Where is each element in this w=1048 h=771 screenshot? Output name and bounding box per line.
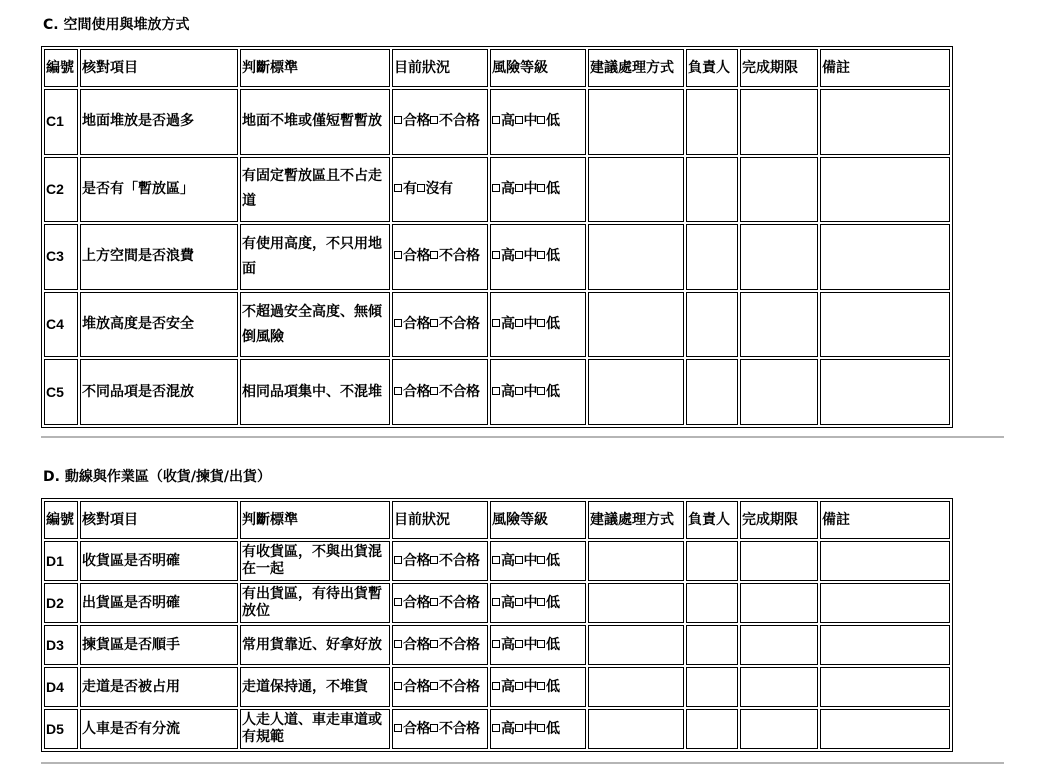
checkbox[interactable]: [492, 184, 500, 192]
row-item: 人車是否有分流: [80, 709, 238, 749]
notes-cell: [820, 709, 950, 749]
deadline-cell: [740, 224, 818, 290]
header-status: 目前狀況: [392, 501, 488, 539]
checkbox[interactable]: [515, 598, 523, 606]
action-cell: [588, 625, 684, 665]
checkbox[interactable]: [430, 251, 438, 259]
checkbox-label: 高: [501, 636, 515, 653]
row-criterion: 不超過安全高度、無傾倒風險: [240, 292, 390, 358]
checkbox-label: 低: [546, 383, 560, 400]
action-cell: [588, 359, 684, 425]
checkbox-label: 不合格: [439, 113, 480, 130]
checkbox[interactable]: [492, 724, 500, 732]
checkbox-label: 低: [546, 248, 560, 265]
checkbox-label: 中: [523, 552, 537, 569]
risk-options: [490, 224, 586, 290]
owner-cell: [686, 224, 738, 290]
table-row: [44, 224, 950, 290]
row-item: 上方空間是否浪費: [80, 224, 238, 290]
checkbox[interactable]: [430, 556, 438, 564]
status-options: [392, 667, 488, 707]
status-options: [392, 157, 488, 223]
deadline-cell: [740, 292, 818, 358]
checkbox[interactable]: [515, 251, 523, 259]
checkbox-label: 合格: [403, 113, 430, 130]
deadline-cell: [740, 541, 818, 581]
checkbox-label: 低: [546, 316, 560, 333]
checkbox-label: 高: [501, 180, 515, 197]
checkbox[interactable]: [537, 598, 545, 606]
status-options: [392, 359, 488, 425]
checkbox-label: 低: [546, 552, 560, 569]
checkbox-label: 不合格: [439, 248, 480, 265]
risk-options: [490, 157, 586, 223]
header-row: [44, 501, 950, 539]
owner-cell: [686, 359, 738, 425]
header-risk: 風險等級: [490, 501, 586, 539]
notes-cell: [820, 224, 950, 290]
section-divider: [41, 762, 1004, 764]
header-status: 目前狀況: [392, 49, 488, 87]
checkbox-label: 中: [523, 248, 537, 265]
owner-cell: [686, 709, 738, 749]
status-options: [392, 89, 488, 155]
notes-cell: [820, 541, 950, 581]
notes-cell: [820, 292, 950, 358]
row-item: 是否有「暫放區」: [80, 157, 238, 223]
deadline-cell: [740, 625, 818, 665]
checkbox-label: 低: [546, 636, 560, 653]
checkbox-label: 低: [546, 113, 560, 130]
checkbox-label: 中: [523, 113, 537, 130]
header-criterion: 判斷標準: [240, 49, 390, 87]
deadline-cell: [740, 89, 818, 155]
risk-options: [490, 541, 586, 581]
checkbox[interactable]: [515, 319, 523, 327]
section-divider: [41, 436, 1004, 438]
checkbox-label: 低: [546, 678, 560, 695]
notes-cell: [820, 89, 950, 155]
row-criterion: 常用貨靠近、好拿好放: [240, 625, 390, 665]
checkbox[interactable]: [515, 640, 523, 648]
checkbox-label: 合格: [403, 248, 430, 265]
checkbox[interactable]: [430, 640, 438, 648]
checkbox[interactable]: [537, 387, 545, 395]
row-criterion: 有出貨區，有待出貨暫放位: [240, 583, 390, 623]
checkbox-label: 高: [501, 316, 515, 333]
checkbox[interactable]: [430, 319, 438, 327]
checkbox-label: 高: [501, 383, 515, 400]
action-cell: [588, 292, 684, 358]
checkbox[interactable]: [430, 598, 438, 606]
row-criterion: 有收貨區，不與出貨混在一起: [240, 541, 390, 581]
checkbox[interactable]: [394, 556, 402, 564]
checkbox-label: 高: [501, 552, 515, 569]
notes-cell: [820, 625, 950, 665]
risk-options: [490, 583, 586, 623]
checkbox[interactable]: [515, 556, 523, 564]
status-options: [392, 224, 488, 290]
checkbox-label: 低: [546, 180, 560, 197]
deadline-cell: [740, 157, 818, 223]
checkbox[interactable]: [492, 319, 500, 327]
checkbox[interactable]: [492, 251, 500, 259]
status-options: [392, 625, 488, 665]
table-row: [44, 667, 950, 707]
risk-options: [490, 625, 586, 665]
header-code: 編號: [44, 501, 78, 539]
deadline-cell: [740, 667, 818, 707]
row-item: 出貨區是否明確: [80, 583, 238, 623]
checkbox-label: 不合格: [439, 720, 480, 737]
table-row: [44, 625, 950, 665]
header-action: 建議處理方式: [588, 49, 684, 87]
row-code: D2: [44, 583, 78, 623]
owner-cell: [686, 541, 738, 581]
checkbox[interactable]: [537, 640, 545, 648]
checkbox[interactable]: [430, 724, 438, 732]
checkbox-label: 合格: [403, 552, 430, 569]
header-notes: 備註: [820, 49, 950, 87]
checkbox-label: 有: [403, 180, 417, 197]
checkbox[interactable]: [394, 682, 402, 690]
checkbox[interactable]: [492, 682, 500, 690]
row-item: 揀貨區是否順手: [80, 625, 238, 665]
checkbox-label: 不合格: [439, 636, 480, 653]
table-row: [44, 359, 950, 425]
checkbox[interactable]: [537, 724, 545, 732]
row-item: 收貨區是否明確: [80, 541, 238, 581]
row-code: C4: [44, 292, 78, 358]
header-deadline: 完成期限: [740, 501, 818, 539]
section-d-rows: [44, 541, 950, 749]
checkbox[interactable]: [492, 556, 500, 564]
row-criterion: 地面不堆或僅短暫暫放: [240, 89, 390, 155]
checkbox[interactable]: [394, 640, 402, 648]
section-d-title: D. 動線與作業區（收貨/揀貨/出貨）: [43, 469, 272, 485]
checkbox[interactable]: [430, 116, 438, 124]
section-d-table: [41, 498, 953, 752]
checkbox-label: 高: [501, 678, 515, 695]
header-item: 核對項目: [80, 49, 238, 87]
header-deadline: 完成期限: [740, 49, 818, 87]
checkbox-label: 合格: [403, 594, 430, 611]
section-c-title: C. 空間使用與堆放方式: [43, 17, 190, 33]
row-item: 地面堆放是否過多: [80, 89, 238, 155]
checkbox-label: 中: [523, 316, 537, 333]
checkbox-label: 高: [501, 594, 515, 611]
checkbox-label: 沒有: [425, 180, 453, 197]
checkbox-label: 不合格: [439, 678, 480, 695]
deadline-cell: [740, 583, 818, 623]
checkbox-label: 中: [523, 180, 537, 197]
checkbox-label: 高: [501, 248, 515, 265]
row-code: C3: [44, 224, 78, 290]
notes-cell: [820, 157, 950, 223]
table-row: [44, 583, 950, 623]
header-item: 核對項目: [80, 501, 238, 539]
owner-cell: [686, 157, 738, 223]
checkbox[interactable]: [430, 682, 438, 690]
checkbox[interactable]: [515, 116, 523, 124]
checkbox-label: 不合格: [439, 594, 480, 611]
checkbox[interactable]: [492, 598, 500, 606]
checkbox-label: 合格: [403, 636, 430, 653]
header-criterion: 判斷標準: [240, 501, 390, 539]
action-cell: [588, 89, 684, 155]
checkbox[interactable]: [394, 387, 402, 395]
row-criterion: 有使用高度，不只用地面: [240, 224, 390, 290]
row-criterion: 人走人道、車走車道或有規範: [240, 709, 390, 749]
risk-options: [490, 667, 586, 707]
table-row: [44, 157, 950, 223]
status-options: [392, 583, 488, 623]
status-options: [392, 709, 488, 749]
checkbox[interactable]: [394, 251, 402, 259]
owner-cell: [686, 667, 738, 707]
table-row: [44, 709, 950, 749]
checkbox-label: 高: [501, 720, 515, 737]
checkbox[interactable]: [394, 184, 402, 192]
section-c-table: [41, 46, 953, 428]
table-row: [44, 292, 950, 358]
checkbox[interactable]: [537, 556, 545, 564]
header-owner: 負責人: [686, 49, 738, 87]
owner-cell: [686, 625, 738, 665]
checkbox[interactable]: [537, 251, 545, 259]
checkbox-label: 合格: [403, 720, 430, 737]
status-options: [392, 292, 488, 358]
section-c-rows: [44, 89, 950, 425]
row-code: D3: [44, 625, 78, 665]
action-cell: [588, 541, 684, 581]
checkbox[interactable]: [537, 319, 545, 327]
checkbox-label: 高: [501, 113, 515, 130]
table-row: [44, 89, 950, 155]
checkbox[interactable]: [394, 598, 402, 606]
row-code: D4: [44, 667, 78, 707]
checkbox-label: 合格: [403, 678, 430, 695]
row-code: D1: [44, 541, 78, 581]
row-code: C5: [44, 359, 78, 425]
checkbox-label: 合格: [403, 316, 430, 333]
checkbox-label: 中: [523, 678, 537, 695]
checkbox-label: 低: [546, 594, 560, 611]
row-code: C1: [44, 89, 78, 155]
notes-cell: [820, 667, 950, 707]
checkbox-label: 不合格: [439, 552, 480, 569]
checkbox[interactable]: [515, 724, 523, 732]
row-criterion: 走道保持通，不堆貨: [240, 667, 390, 707]
risk-options: [490, 359, 586, 425]
header-row: [44, 49, 950, 87]
deadline-cell: [740, 359, 818, 425]
checkbox[interactable]: [417, 184, 425, 192]
checkbox[interactable]: [515, 682, 523, 690]
owner-cell: [686, 89, 738, 155]
checkbox-label: 中: [523, 594, 537, 611]
checkbox[interactable]: [492, 116, 500, 124]
action-cell: [588, 224, 684, 290]
header-notes: 備註: [820, 501, 950, 539]
row-criterion: 相同品項集中、不混堆: [240, 359, 390, 425]
header-owner: 負責人: [686, 501, 738, 539]
risk-options: [490, 292, 586, 358]
owner-cell: [686, 292, 738, 358]
checkbox[interactable]: [394, 116, 402, 124]
checkbox[interactable]: [430, 387, 438, 395]
row-criterion: 有固定暫放區且不占走道: [240, 157, 390, 223]
checkbox[interactable]: [492, 640, 500, 648]
action-cell: [588, 583, 684, 623]
deadline-cell: [740, 709, 818, 749]
header-risk: 風險等級: [490, 49, 586, 87]
checkbox[interactable]: [492, 387, 500, 395]
header-action: 建議處理方式: [588, 501, 684, 539]
checkbox-label: 低: [546, 720, 560, 737]
header-code: 編號: [44, 49, 78, 87]
checkbox-label: 中: [523, 383, 537, 400]
checkbox[interactable]: [537, 682, 545, 690]
checkbox-label: 中: [523, 720, 537, 737]
row-item: 不同品項是否混放: [80, 359, 238, 425]
checkbox-label: 中: [523, 636, 537, 653]
action-cell: [588, 709, 684, 749]
status-options: [392, 541, 488, 581]
checkbox[interactable]: [537, 116, 545, 124]
row-item: 堆放高度是否安全: [80, 292, 238, 358]
action-cell: [588, 667, 684, 707]
checkbox[interactable]: [515, 387, 523, 395]
checkbox-label: 合格: [403, 383, 430, 400]
checkbox-label: 不合格: [439, 316, 480, 333]
action-cell: [588, 157, 684, 223]
checkbox-label: 不合格: [439, 383, 480, 400]
row-code: C2: [44, 157, 78, 223]
owner-cell: [686, 583, 738, 623]
table-row: [44, 541, 950, 581]
notes-cell: [820, 583, 950, 623]
checkbox[interactable]: [537, 184, 545, 192]
notes-cell: [820, 359, 950, 425]
checkbox[interactable]: [394, 724, 402, 732]
checkbox[interactable]: [394, 319, 402, 327]
risk-options: [490, 89, 586, 155]
risk-options: [490, 709, 586, 749]
row-item: 走道是否被占用: [80, 667, 238, 707]
row-code: D5: [44, 709, 78, 749]
checkbox[interactable]: [515, 184, 523, 192]
